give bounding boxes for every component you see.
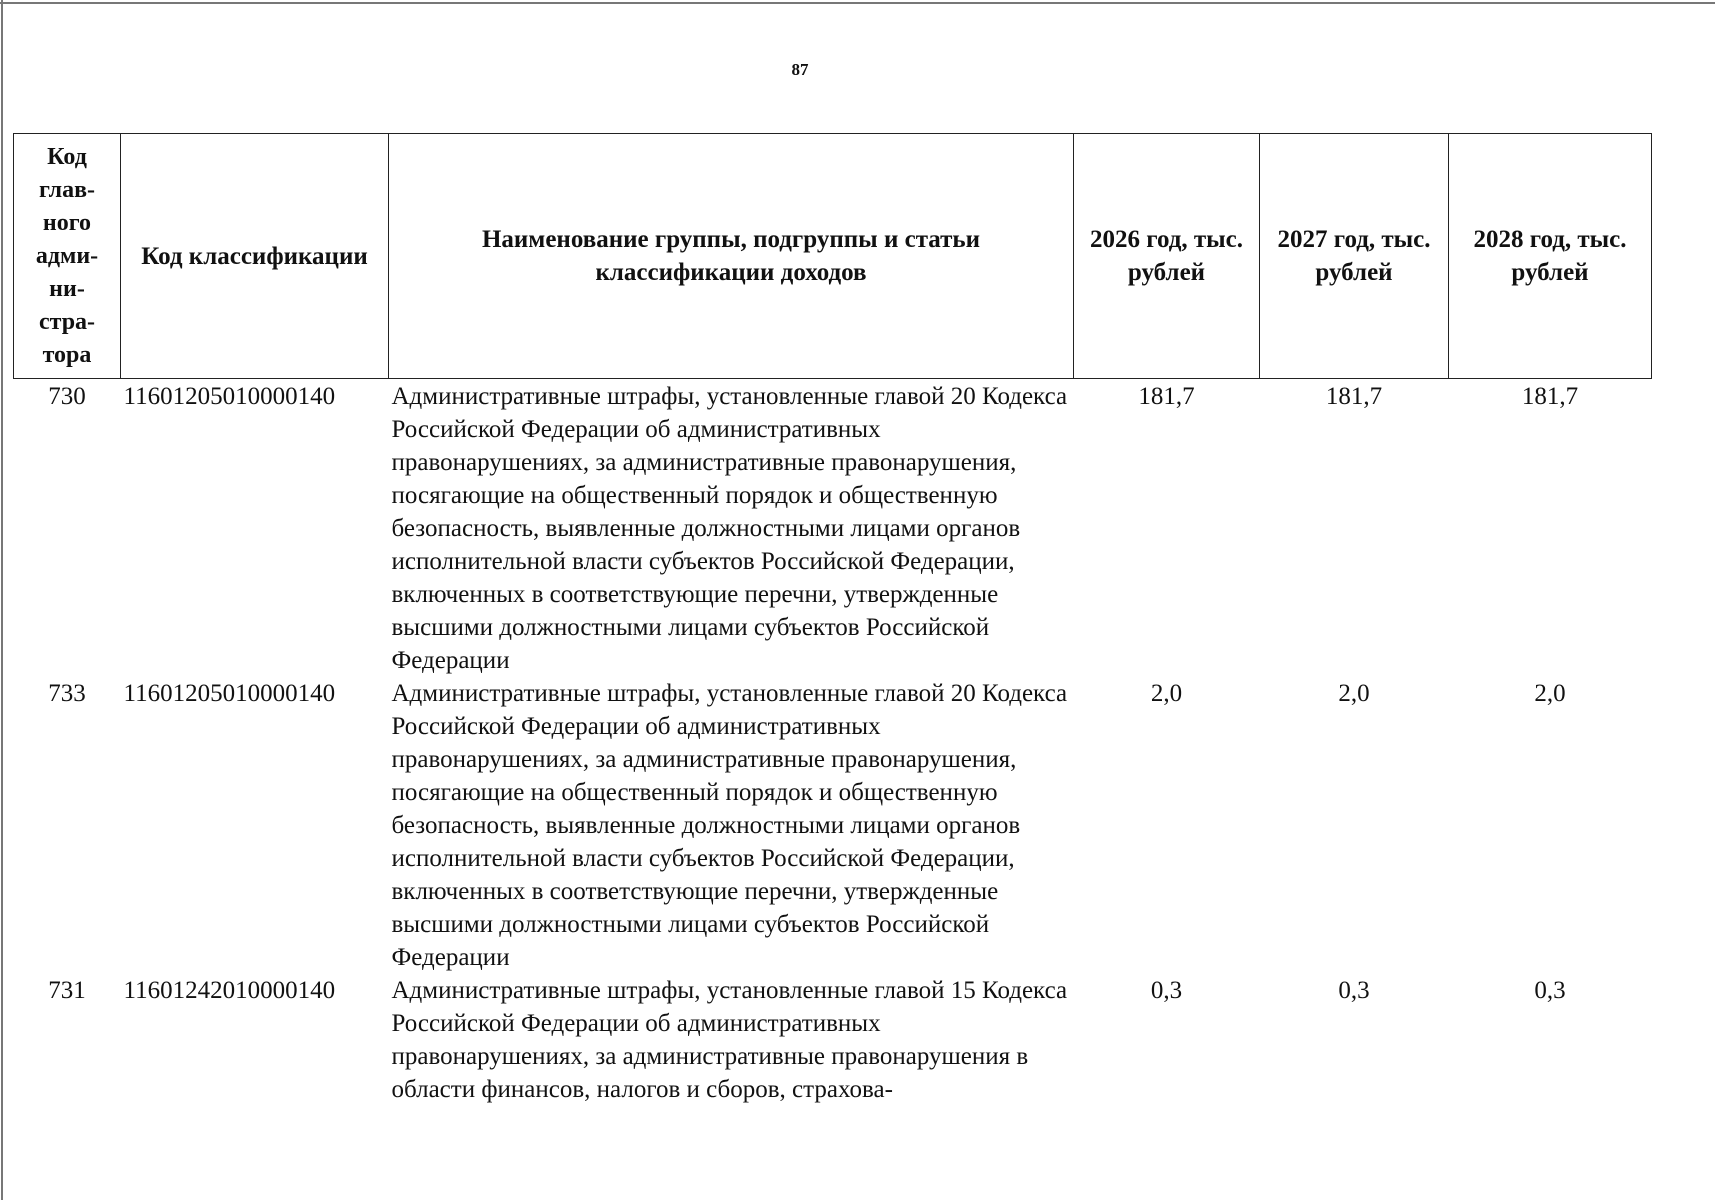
- value-2026-cell: 181,7: [1138, 383, 1195, 410]
- revenue-table: [13, 133, 1652, 1106]
- class-code-cell: 11601205010000140: [123, 680, 336, 707]
- class-code-cell: 11601205010000140: [123, 383, 336, 410]
- name-cell: Административные штрафы, установленные главой 20 Кодекса Российской Федерации об административных правонарушениях, за административные правонарушения, посягающие на общественный порядок и общественную безопасность, выявленные должностными лицами органов исполнительной власти субъектов Российской Федерации, включенных в соответствующие перечни, утвержденные высшими должностными лицами субъектов Российской Федерации: [391, 680, 1068, 971]
- table-row: [14, 974, 1652, 1106]
- table-row: [14, 379, 1652, 678]
- header-class-code: Код классификации: [121, 134, 389, 379]
- table-header-row: [14, 134, 1652, 379]
- value-2028-cell: 181,7: [1521, 383, 1579, 410]
- admin-code-cell: 733: [48, 680, 86, 707]
- header-2026: 2026 год, тыс. рублей: [1074, 134, 1260, 379]
- value-2028-cell: 2,0: [1534, 680, 1566, 707]
- header-admin-code: Код глав- ного адми- ни- стра- тора: [14, 134, 121, 379]
- class-code-cell: 11601242010000140: [123, 977, 336, 1004]
- value-2026-cell: 0,3: [1150, 977, 1183, 1004]
- header-name: Наименование группы, подгруппы и статьи классификации доходов: [389, 134, 1074, 379]
- value-2027-cell: 2,0: [1338, 680, 1370, 707]
- value-2027-cell: 0,3: [1338, 977, 1370, 1004]
- name-cell: Административные штрафы, установленные главой 15 Кодекса Российской Федерации об административных правонарушениях, за административные правонарушения в области финансов, налогов и сборов, страхова-: [391, 977, 1068, 1103]
- scan-edge-top: [0, 2, 1715, 4]
- value-2027-cell: 181,7: [1325, 383, 1383, 410]
- page-number: 87: [791, 60, 809, 79]
- scan-edge-left: [1, 0, 3, 1200]
- header-2027: 2027 год, тыс. рублей: [1260, 134, 1449, 379]
- value-2026-cell: 2,0: [1150, 680, 1183, 707]
- header-2028: 2028 год, тыс. рублей: [1449, 134, 1652, 379]
- admin-code-cell: 730: [48, 383, 86, 410]
- admin-code-cell: 731: [48, 977, 86, 1004]
- name-cell: Административные штрафы, установленные главой 20 Кодекса Российской Федерации об административных правонарушениях, за административные правонарушения, посягающие на общественный порядок и общественную безопасность, выявленные должностными лицами органов исполнительной власти субъектов Российской Федерации, включенных в соответствующие перечни, утвержденные высшими должностными лицами субъектов Российской Федерации: [391, 383, 1068, 674]
- table-row: [14, 677, 1652, 974]
- value-2028-cell: 0,3: [1534, 977, 1566, 1004]
